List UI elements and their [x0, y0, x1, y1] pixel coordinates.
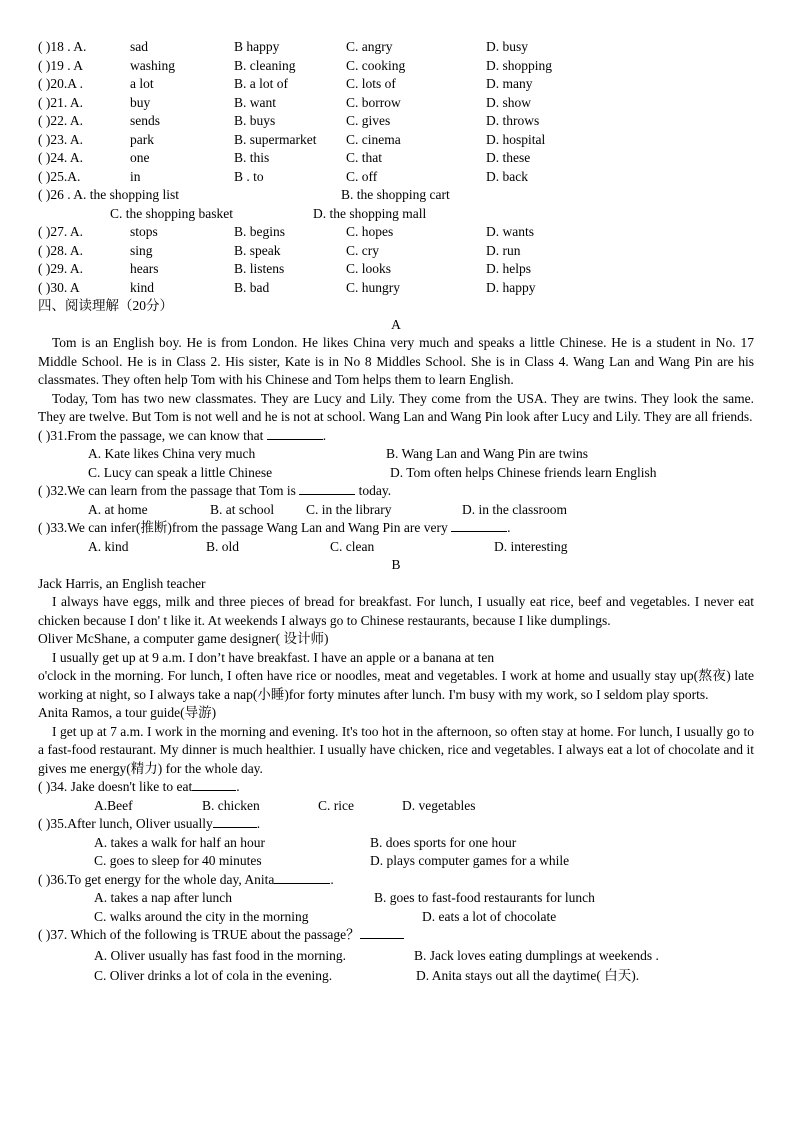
question-number: ( )20.A .	[38, 76, 83, 91]
option-c: C. hungry	[346, 279, 400, 295]
option-b: B. cleaning	[234, 57, 296, 73]
passage-a-label: A	[391, 316, 401, 332]
answer-blank	[274, 871, 330, 884]
option-a: A. takes a nap after lunch	[94, 890, 232, 905]
question-24	[38, 149, 754, 168]
passage-a-paragraph-2: Today, Tom has two new classmates. They are Lucy and Lily. They come from the USA. They are twins. They look the same. They are twelve. But Tom is not well and he is not at school. Wang Lan and Wang Pin look after Lucy and Lily. They are all friends.	[38, 390, 754, 424]
option-c: C. cry	[346, 242, 379, 258]
passage-b-paragraph-1: I always have eggs, milk and three pieces of bread for breakfast. For lunch, I usually eat rice, beef and vegetables. I never eat chicken because I don' t like it. At weekends I always go to Chinese restaurants, because I like dumplings.	[38, 594, 754, 628]
option-d: D. Tom often helps Chinese friends learn English	[390, 464, 657, 480]
option-a: hears	[130, 261, 159, 276]
option-a: stops	[130, 224, 158, 239]
option-d: D. shopping	[486, 57, 553, 73]
answer-blank	[451, 519, 507, 532]
question-36	[38, 871, 754, 927]
question-number: ( )25.A.	[38, 168, 81, 184]
question-31	[38, 427, 754, 483]
passage-b-heading-3: Anita Ramos, a tour guide(导游)	[38, 705, 217, 720]
question-26-line2-left: C. the shopping basket	[110, 205, 233, 221]
option-c: C. cinema	[346, 131, 401, 147]
option-b: B. old	[206, 538, 240, 554]
question-number: ( )22. A.	[38, 113, 83, 128]
answer-blank	[267, 427, 323, 440]
question-number: ( )21. A.	[38, 94, 83, 110]
option-b: B. want	[234, 94, 276, 110]
stem-end: .	[322, 427, 327, 443]
option-d: D. in the classroom	[462, 501, 567, 517]
question-34	[38, 778, 754, 815]
question-number: ( )18 . A.	[38, 39, 87, 54]
question-37	[38, 926, 754, 987]
option-b: B. bad	[234, 279, 270, 295]
option-d: D. back	[486, 168, 528, 184]
option-a: kind	[130, 279, 155, 295]
option-a: A. at home	[88, 501, 148, 517]
option-c: C. lots of	[346, 76, 396, 91]
option-b: B. buys	[234, 113, 276, 128]
question-number: ( )24. A.	[38, 150, 83, 165]
option-a: sends	[130, 113, 160, 128]
option-b: B. goes to fast-food restaurants for lunch	[374, 890, 595, 905]
question-34-stem: ( )34. Jake doesn't like to eat	[38, 779, 193, 794]
option-b: B. Wang Lan and Wang Pin are twins	[386, 446, 589, 461]
option-c: C. goes to sleep for 40 minutes	[94, 853, 262, 868]
question-18	[38, 38, 754, 57]
question-23	[38, 131, 754, 150]
question-number: ( )27. A.	[38, 224, 83, 239]
question-number: ( )23. A.	[38, 131, 83, 147]
stem-end: .	[256, 816, 261, 831]
option-d: D. these	[486, 150, 531, 165]
option-b: B. speak	[234, 242, 281, 258]
option-b: B. does sports for one hour	[370, 834, 517, 850]
option-d: D. show	[486, 94, 532, 110]
stem-end: today.	[355, 483, 392, 498]
option-d: D. interesting	[494, 538, 568, 554]
option-b: B happy	[234, 39, 280, 54]
question-31-stem: ( )31.From the passage, we can know that	[38, 427, 264, 443]
question-number: ( )19 . A	[38, 57, 83, 73]
option-a: in	[130, 168, 141, 184]
stem-end: .	[507, 520, 511, 535]
stem-end: .	[330, 871, 334, 887]
question-19	[38, 57, 754, 76]
question-37-stem: ( )37. Which of the following is TRUE about the passage？	[38, 927, 360, 942]
option-d: D. plays computer games for a while	[370, 853, 570, 868]
answer-blank	[213, 815, 257, 828]
answer-blank	[299, 482, 355, 495]
question-30	[38, 279, 754, 298]
option-c: C. angry	[346, 39, 393, 54]
option-b: B. this	[234, 150, 270, 165]
question-28	[38, 242, 754, 261]
passage-b-paragraph-2a: I usually get up at 9 a.m. I don’t have breakfast. I have an apple or a banana at ten	[52, 649, 495, 665]
option-c: C. looks	[346, 261, 392, 276]
question-29	[38, 260, 754, 279]
cloze-list-27-30	[38, 223, 754, 297]
option-d: D. vegetables	[402, 797, 476, 813]
option-b: B. at school	[210, 501, 275, 517]
option-a: washing	[130, 57, 175, 73]
option-d: D. Anita stays out all the daytime( 白天).	[416, 968, 640, 983]
answer-blank	[360, 926, 404, 939]
question-number: ( )28. A.	[38, 242, 83, 258]
option-a: A. takes a walk for half an hour	[94, 834, 265, 850]
question-25	[38, 168, 754, 187]
option-d: D. happy	[486, 279, 536, 295]
option-a: buy	[130, 94, 151, 110]
option-a: one	[130, 150, 150, 165]
option-c: C. off	[346, 168, 378, 184]
option-a: A. Kate likes China very much	[88, 446, 256, 461]
option-d: D. wants	[486, 224, 534, 239]
question-33-stem: ( )33.We can infer(推断)from the passage Wang Lan and Wang Pin are very	[38, 520, 448, 535]
question-number: ( )29. A.	[38, 261, 83, 276]
option-d: D. run	[486, 242, 521, 258]
question-20	[38, 75, 754, 94]
passage-a-paragraph-1: Tom is an English boy. He is from London. He likes China very much and speaks a little Chinese. He is a student in No. 17 Middle School. He is in Class 2. His sister, Kate is in No 8 Middles School. She is in Class 4. Wang Lan and Wang Pin are his classmates. They often help Tom with his Chinese and Tom helps them to learn English.	[38, 335, 754, 387]
option-b: B. begins	[234, 224, 286, 239]
option-d: D. hospital	[486, 131, 546, 147]
option-b: B. supermarket	[234, 131, 317, 147]
question-36-stem: ( )36.To get energy for the whole day, Anita	[38, 871, 275, 887]
question-21	[38, 94, 754, 113]
option-b: B. Jack loves eating dumplings at weekends .	[414, 948, 659, 963]
question-32-stem: ( )32.We can learn from the passage that Tom is	[38, 483, 296, 498]
option-a: A.Beef	[94, 797, 133, 813]
question-27	[38, 223, 754, 242]
question-26	[38, 186, 754, 223]
option-b: B. listens	[234, 261, 285, 276]
option-d: D. throws	[486, 113, 540, 128]
option-d: D. helps	[486, 261, 531, 276]
option-c: C. hopes	[346, 224, 394, 239]
option-c: C. Oliver drinks a lot of cola in the evening.	[94, 968, 333, 983]
passage-b-heading-2: Oliver McShane, a computer game designer( 设计师)	[38, 631, 329, 646]
option-a: sad	[130, 39, 148, 54]
option-b: B. a lot of	[234, 76, 288, 91]
question-26-line1-right: B. the shopping cart	[341, 187, 450, 202]
question-33	[38, 519, 754, 556]
question-22	[38, 112, 754, 131]
option-c: C. Lucy can speak a little Chinese	[88, 464, 273, 480]
option-a: sing	[130, 242, 153, 258]
option-c: C. that	[346, 150, 382, 165]
question-number: ( )30. A	[38, 279, 80, 295]
option-d: D. eats a lot of chocolate	[422, 908, 557, 924]
exam-page	[38, 38, 754, 987]
option-a: a lot	[130, 76, 154, 91]
option-a: park	[130, 131, 154, 147]
option-c: C. walks around the city in the morning	[94, 908, 309, 924]
option-d: D. busy	[486, 39, 529, 54]
option-b: B. chicken	[202, 797, 260, 813]
answer-blank	[192, 778, 236, 791]
option-b: B . to	[234, 168, 264, 184]
passage-b-heading-1: Jack Harris, an English teacher	[38, 575, 206, 591]
option-c: C. borrow	[346, 94, 401, 110]
section-4-title: 四、阅读理解（20分）	[38, 298, 173, 313]
passage-b-paragraph-2b: o'clock in the morning. For lunch, I often have rice or noodles, meat and vegetables. I work at home and usually stay up(熬夜) late working at night, so I always take a nap(小睡)for forty minutes after lunch. I'm busy with my work, so I seldom play sports.	[38, 668, 754, 702]
question-26-line2-right: D. the shopping mall	[313, 205, 427, 221]
option-c: C. cooking	[346, 57, 406, 73]
option-c: C. rice	[318, 797, 354, 813]
cloze-list-18-25	[38, 38, 754, 186]
option-c: C. in the library	[306, 501, 392, 517]
option-a: A. Oliver usually has fast food in the morning.	[94, 948, 346, 963]
option-c: C. gives	[346, 113, 391, 128]
section-4-heading	[38, 297, 754, 316]
option-d: D. many	[486, 76, 533, 91]
question-32	[38, 482, 754, 519]
option-a: A. kind	[88, 538, 129, 554]
question-26-line1-left: ( )26 . A. the shopping list	[38, 187, 179, 202]
passage-b-paragraph-3: I get up at 7 a.m. I work in the morning and evening. It's too hot in the afternoon, so often stay at home. For lunch, I usually go to a fast-food restaurant. My dinner is much healthier. I usually have chicken, rice and vegetables. I always eat a lot of chocolate and it gives me energy(精力) for the whole day.	[38, 723, 754, 776]
option-c: C. clean	[330, 538, 375, 554]
stem-end: .	[236, 779, 240, 794]
passage-b-label: B	[391, 557, 401, 572]
question-35	[38, 815, 754, 871]
question-35-stem: ( )35.After lunch, Oliver usually	[38, 816, 213, 831]
